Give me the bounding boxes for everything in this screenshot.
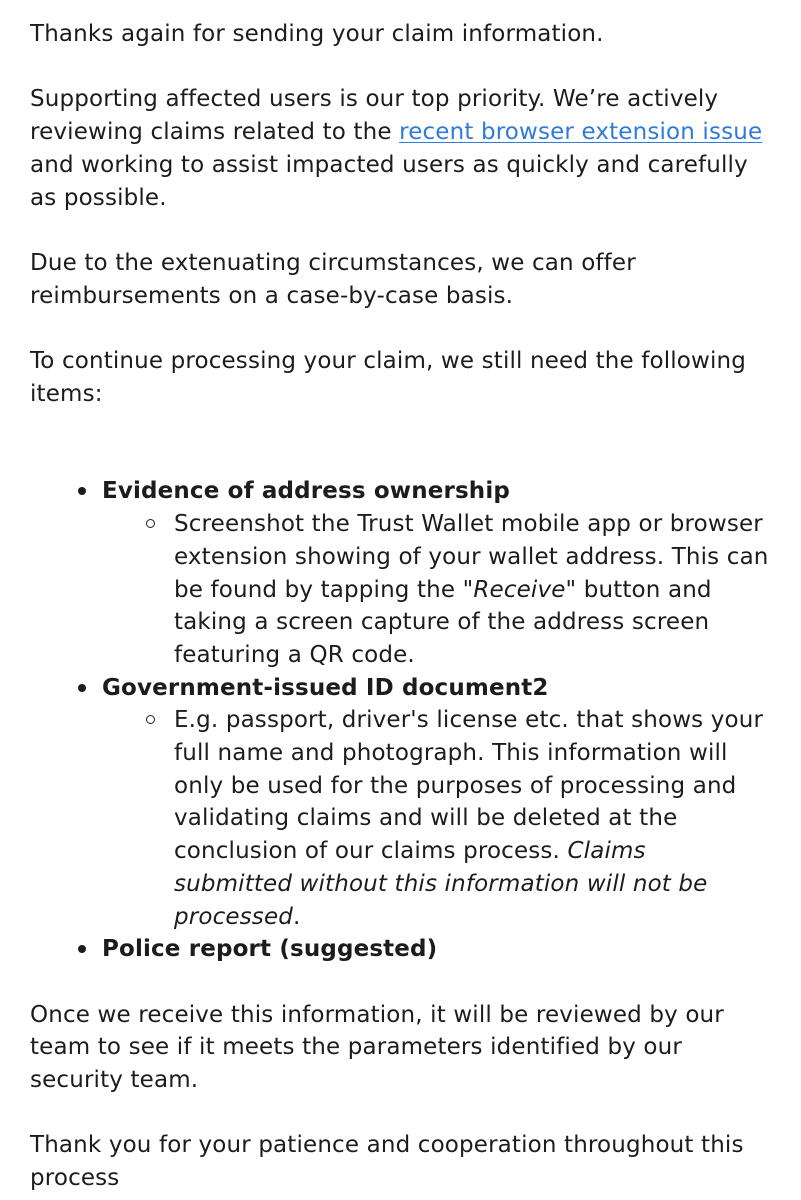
review-paragraph: Once we receive this information, it will be reviewed by our team to see if it meets the parameters identified by our security team. <box>30 1001 724 1094</box>
bullet-circle-icon <box>146 519 155 528</box>
reimbursement-paragraph: Due to the extenuating circumstances, we can offer reimbursements on a case-by-case basis. <box>30 249 636 309</box>
item-detail-text: " button and taking a screen capture of the address screen featuring a QR code. <box>174 576 712 668</box>
spacer <box>30 51 771 84</box>
item-detail-italic: Claims submitted without this information will not be processed <box>174 838 708 930</box>
list-item <box>72 933 771 966</box>
spacer <box>30 1097 771 1130</box>
list-item <box>72 672 771 934</box>
bullet-circle-icon <box>146 715 155 724</box>
spacer <box>30 312 771 345</box>
item-title: Evidence of address ownership <box>102 478 510 505</box>
support-text-after-link: and working to assist impacted users as quickly and carefully as possible. <box>30 151 748 211</box>
sub-list <box>102 508 771 672</box>
bullet-disc-icon <box>78 684 86 692</box>
closing-paragraph: Thank you for your patience and cooperation throughout this process <box>30 1132 744 1192</box>
item-detail-text: . <box>293 903 301 930</box>
intro-paragraph: Thanks again for sending your claim information. <box>30 21 604 47</box>
continue-paragraph: To continue processing your claim, we still need the following items: <box>30 347 746 407</box>
item-title: Government-issued ID document2 <box>102 674 549 701</box>
support-text-before-link: Supporting affected users is our top priority. We’re actively reviewing claims related to the <box>30 86 719 146</box>
list-item <box>72 475 771 671</box>
browser-extension-issue-link[interactable]: recent browser extension issue <box>399 119 763 146</box>
sub-list <box>102 704 771 933</box>
item-detail-text: E.g. passport, driver's license etc. that shows your full name and photograph. This information will only be used for the purposes of processing and validating claims and will be deleted at the conclusion of our claims process. <box>174 707 764 865</box>
required-items-list <box>30 475 771 966</box>
item-detail-italic: Receive <box>473 576 566 603</box>
sub-list-item <box>144 704 771 933</box>
spacer <box>30 214 771 247</box>
bullet-disc-icon <box>78 487 86 495</box>
support-paragraph <box>30 83 771 214</box>
spacer <box>30 410 771 475</box>
item-detail-text: Screenshot the Trust Wallet mobile app or browser extension showing of your wallet address. This can be found by tapping the " <box>174 511 769 603</box>
spacer <box>30 966 771 999</box>
bullet-disc-icon <box>78 945 86 953</box>
sub-list-item <box>144 508 771 672</box>
item-title: Police report (suggested) <box>102 936 438 963</box>
